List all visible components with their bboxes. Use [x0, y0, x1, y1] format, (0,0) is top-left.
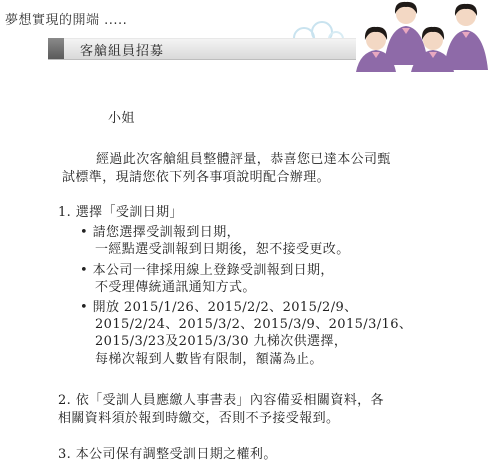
item-1-bullet-cont: 2015/2/24、2015/3/2、2015/3/9、2015/3/16、 — [95, 317, 413, 332]
item-1-bullet-cont: 2015/3/23及2015/3/30 九梯次供選擇， — [95, 334, 348, 349]
item-3-line: 3. 本公司保有調整受訓日期之權利。 — [58, 447, 277, 462]
item-1-bullet-cont: 每梯次報到人數皆有限制，額滿為止。 — [95, 352, 323, 367]
intro-line: 經過此次客艙組員整體評量，恭喜您已達本公司甄 — [96, 152, 391, 167]
item-1-bullet-cont: 不受理傳統通訊通知方式。 — [95, 280, 256, 295]
item-2-line: 相關資料須於報到時繳交，否則不予接受報到。 — [58, 411, 340, 426]
item-1-bullet: • 開放 2015/1/26、2015/2/2、2015/2/9、 — [80, 300, 358, 315]
item-1-bullet: • 請您選擇受訓報到日期， — [80, 225, 241, 240]
item-1-heading: 1. 選擇「受訓日期」 — [58, 205, 183, 220]
item-1-bullet: • 本公司一律採用線上登錄受訓報到日期， — [80, 263, 334, 278]
section-title: 客艙組員招募 — [80, 44, 165, 59]
item-1-bullet-cont: 一經點選受訓報到日期後，恕不接受更改。 — [95, 242, 350, 257]
intro-line: 試標準，現請您依下列各事項說明配合辦理。 — [62, 170, 331, 185]
tagline: 夢想實現的開端 ..... — [5, 13, 128, 28]
item-2-line: 2. 依「受訓人員應繳人事書表」內容備妥相關資料，各 — [58, 393, 384, 408]
salutation: 小姐 — [108, 111, 135, 126]
